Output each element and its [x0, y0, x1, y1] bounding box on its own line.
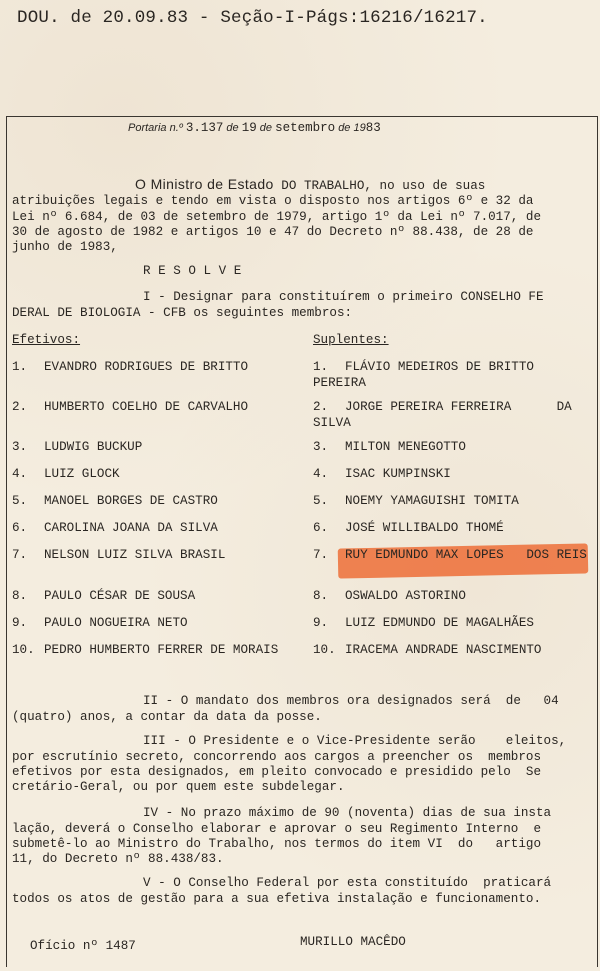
preamble-line-2: atribuições legais e tendo em vista o disposto nos artigos 6º e 32 da: [12, 194, 534, 208]
preamble-line-5: junho de 1983,: [12, 240, 118, 254]
item-iii-line-4: cretário-Geral, ou por quem este subdelegar.: [12, 780, 345, 794]
efetivo-item: 10. PEDRO HUMBERTO FERRER DE MORAIS: [12, 643, 279, 657]
item-v-line-1: V - O Conselho Federal por esta constituído praticará: [143, 876, 552, 890]
preamble-line-4: 30 de agosto de 1982 e artigos 10 e 47 do Decreto nº 88.438, de 28 de: [12, 225, 534, 239]
suplentes-label: Suplentes:: [313, 333, 389, 347]
portaria-de-3: de 19: [338, 122, 366, 134]
portaria-de-1: de: [226, 122, 239, 134]
item-i-line-1: I - Designar para constituírem o primeiro CONSELHO FE: [143, 290, 544, 304]
resolve-heading: R E S O L V E: [143, 264, 242, 278]
suplente-item: 6. JOSÉ WILLIBALDO THOMÉ: [313, 521, 504, 535]
preamble-line-3: Lei nº 6.684, de 03 de setembro de 1979, artigo 1º da Lei nº 7.017, de: [12, 210, 542, 224]
item-iv-line-2: lação, deverá o Conselho elaborar e aprovar o seu Regimento Interno e: [12, 822, 542, 836]
efetivo-item: 2. HUMBERTO COELHO DE CARVALHO: [12, 400, 249, 414]
publication-header: DOU. de 20.09.83 - Seção-I-Págs:16216/16217.: [17, 8, 488, 28]
suplente-item: 1. FLÁVIO MEDEIROS DE BRITTO PEREIRA: [313, 360, 534, 390]
portaria-day: 19: [241, 121, 257, 135]
item-iv-line-4: 11, do Decreto nº 88.438/83.: [12, 852, 224, 866]
item-i-line-2: DERAL DE BIOLOGIA - CFB os seguintes membros:: [12, 306, 353, 320]
portaria-month: setembro: [275, 121, 336, 135]
suplente-item: 10. IRACEMA ANDRADE NASCIMENTO: [313, 643, 542, 657]
suplente-item: 8. OSWALDO ASTORINO: [313, 589, 466, 603]
portaria-year: 83: [365, 121, 381, 135]
item-iv-line-3: submetê-lo ao Ministro do Trabalho, nos termos do item VI do artigo: [12, 837, 542, 851]
portaria-line: [128, 121, 381, 135]
item-iii-line-1: III - O Presidente e o Vice-Presidente serão eleitos,: [143, 734, 567, 748]
suplente-item: 4. ISAC KUMPINSKI: [313, 467, 451, 481]
suplente-item: 7. RUY EDMUNDO MAX LOPES DOS REIS: [313, 548, 587, 562]
efetivo-item: 5. MANOEL BORGES DE CASTRO: [12, 494, 218, 508]
oficio-number: Ofício nº 1487: [30, 939, 136, 953]
item-iii-line-2: por escrutínio secreto, concorrendo aos cargos a preencher os membros: [12, 750, 542, 764]
ministro-heading: O Ministro de Estado: [135, 176, 274, 192]
suplente-item: 9. LUIZ EDMUNDO DE MAGALHÃES: [313, 616, 534, 630]
portaria-prefix: Portaria n.º: [128, 122, 183, 134]
efetivos-label: Efetivos:: [12, 333, 81, 347]
item-iii-line-3: efetivos por esta designados, em pleito convocado e presidido pelo Se: [12, 765, 542, 779]
portaria-de-2: de: [259, 122, 273, 134]
signatory-name: MURILLO MACÊDO: [300, 935, 406, 949]
suplente-item: 3. MILTON MENEGOTTO: [313, 440, 466, 454]
efetivo-item: 8. PAULO CÉSAR DE SOUSA: [12, 589, 196, 603]
efetivo-item: 9. PAULO NOGUEIRA NETO: [12, 616, 188, 630]
suplente-item: 5. NOEMY YAMAGUISHI TOMITA: [313, 494, 519, 508]
portaria-number: 3.137: [185, 121, 224, 135]
preamble-line-1-text: DO TRABALHO, no uso de suas: [273, 179, 486, 193]
item-ii-line-2: (quatro) anos, a contar da data da posse.: [12, 710, 322, 724]
item-v-line-2: todos os atos de gestão para a sua efetiva instalação e funcionamento.: [12, 892, 542, 906]
suplente-item: 2. JORGE PEREIRA FERREIRA DA SILVA: [313, 400, 580, 430]
item-iv-line-1: IV - No prazo máximo de 90 (noventa) dias de sua insta: [143, 806, 552, 820]
efetivo-item: 7. NELSON LUIZ SILVA BRASIL: [12, 548, 226, 562]
preamble-line-1: [135, 176, 485, 193]
efetivo-item: 3. LUDWIG BUCKUP: [12, 440, 143, 454]
efetivo-item: 4. LUIZ GLOCK: [12, 467, 120, 481]
efetivo-item: 6. CAROLINA JOANA DA SILVA: [12, 521, 218, 535]
efetivo-item: 1. EVANDRO RODRIGUES DE BRITTO: [12, 360, 249, 374]
item-ii-line-1: II - O mandato dos membros ora designados será de 04: [143, 694, 559, 708]
